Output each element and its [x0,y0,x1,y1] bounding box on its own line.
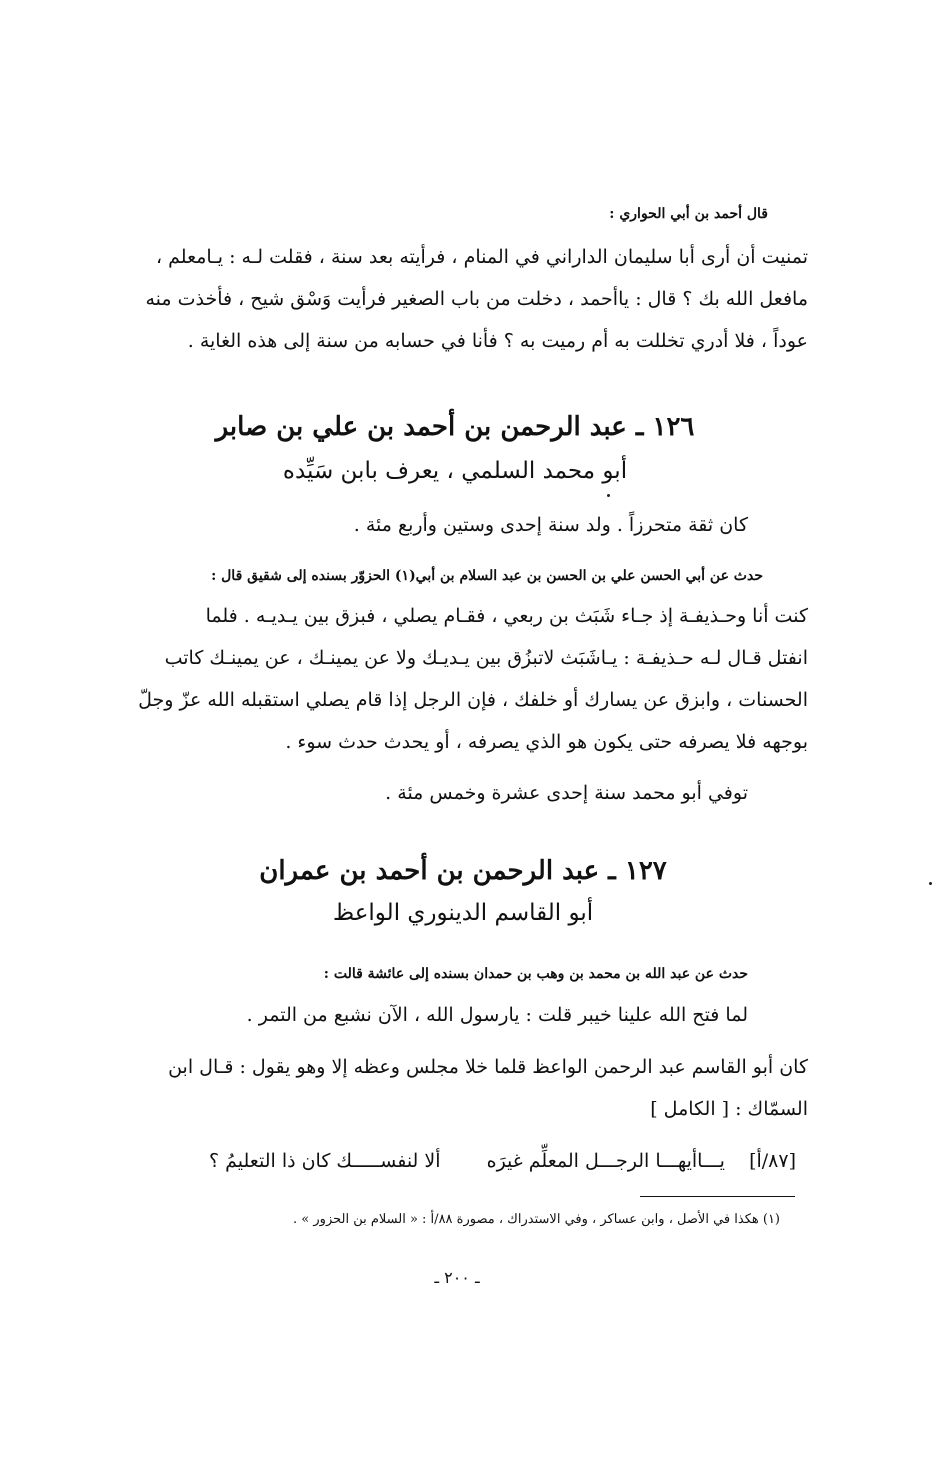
paragraph-waaiz [123,1056,808,1140]
scan-speck [607,494,610,497]
entry-127-subtitle: أبو القاسم الدينوري الواعظ [332,900,594,926]
paragraph-line: عوداً ، فلا أدري تخللت به أم رميت به ؟ فأنا في حسابه من سنة إلى هذه الغاية . [187,330,808,352]
scan-speck [929,882,932,885]
paragraph-line: بوجهه فلا يصرفه حتى يكون هو الذي يصرفه ، أو يحدث حدث سوء . [285,731,808,753]
footnote-rule [640,1196,795,1197]
entry-126-death: توفي أبو محمد سنة إحدى عشرة وخمس مئة . [385,782,748,804]
paragraph-line: انفتل قـال لـه حـذيفـة : يـاشَبَث لاتبزُق بين يـديـك ولا عن يمينـك ، عن يمينـك كاتب [164,647,808,669]
verse-ref: [٨٧/أ] [749,1150,796,1172]
entry-127-title: ١٢٧ ـ عبد الرحمن بن أحمد بن عمران [259,856,667,886]
entry-126-intro: كان ثقة متحرزاً . ولد سنة إحدى وستين وأربع مئة . [353,514,748,536]
paragraph-line: الحسنات ، وابزق عن يسارك أو خلفك ، فإن الرجل إذا قام يصلي استقبله الله عزّ وجلّ [138,689,808,711]
paragraph-line: مافعل الله بك ؟ قال : ياأحمد ، دخلت من باب الصغير فرأيت وَسْق شيح ، فأخذت منه [145,288,808,310]
page-number: ـ ٢٠٠ ـ [434,1268,480,1287]
footnote: (١) هكذا في الأصل ، وابن عساكر ، وفي الاستدراك ، مصورة ٨٨/أ : « السلام بن الحزور » . [293,1212,780,1227]
entry-127-hadith: لما فتح الله علينا خيبر قلت : يارسول الله ، الآن نشبع من التمر . [246,1004,748,1026]
entry-126-title: ١٢٦ ـ عبد الرحمن بن أحمد بن علي بن صابر [215,412,695,442]
verse-line [209,1150,796,1172]
entry-127-source-line: حدث عن عبد الله بن محمد بن وهب بن حمدان بسنده إلى عائشة قالت : [323,966,748,982]
verse-hemistich-second: ألا لنفســـــك كان ذا التعليمُ ؟ [209,1150,441,1172]
entry-126-source-line: حدث عن أبي الحسن علي بن الحسن بن عبد السلام بن أبي(١) الحزوّر بسنده إلى شقيق قال : [211,568,763,584]
source-line-ahmad: قال أحمد بن أبي الحواري : [609,206,768,222]
paragraph-line: تمنيت أن أرى أبا سليمان الداراني في المنام ، فرأيته بعد سنة ، فقلت لـه : يـامعلم ، [155,246,808,268]
paragraph-hudhayfa [123,605,808,773]
paragraph-line: السمّاك : [ الكامل ] [650,1098,808,1120]
paragraph-line: كان أبو القاسم عبد الرحمن الواعظ قلما خلا مجلس وعظه إلا وهو يقول : قـال ابن [168,1056,808,1078]
entry-126-subtitle: أبو محمد السلمي ، يعرف بابن سَيِّده [282,458,628,484]
paragraph-line: كنت أنا وحـذيفـة إذ جـاء شَبَث بن ربعي ، فقـام يصلي ، فبزق بين يـديـه . فلما [205,605,808,627]
verse-hemistich-first: يـــاأيهـــا الرجـــل المعلِّم غيرَه [486,1150,725,1172]
paragraph-dream [123,246,808,372]
